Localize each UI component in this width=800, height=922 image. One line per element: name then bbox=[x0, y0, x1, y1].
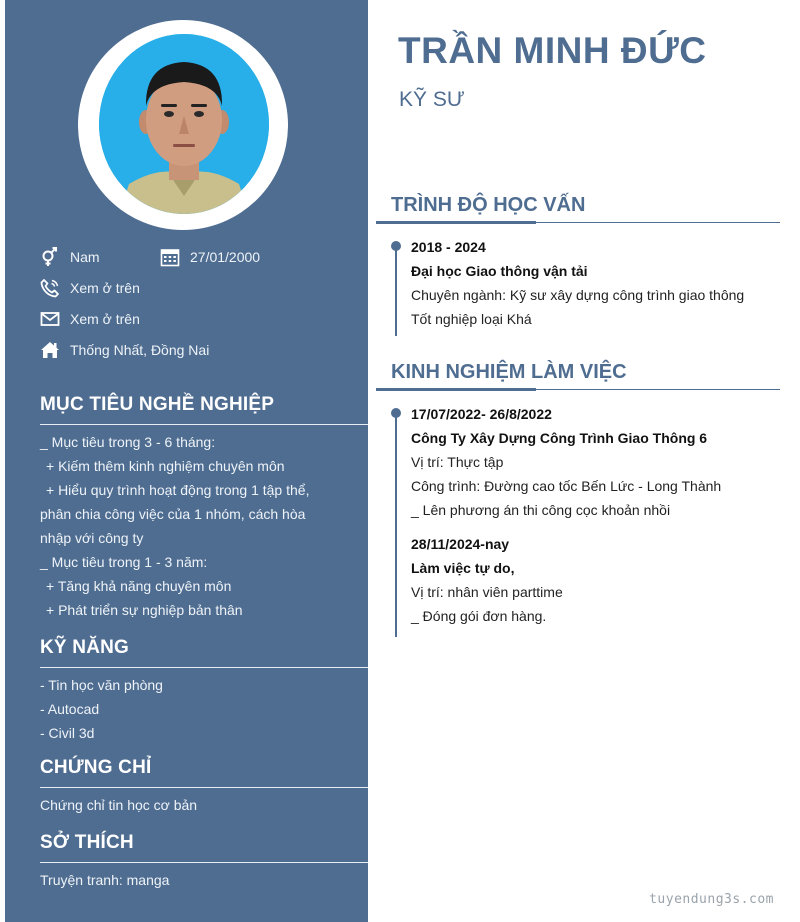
job-detail: Vị trí: nhân viên parttime bbox=[411, 584, 563, 600]
gender-info bbox=[39, 246, 100, 268]
experience-heading-text: KINH NGHIỆM LÀM VIỆC bbox=[391, 361, 627, 383]
watermark: tuyendung3s.com bbox=[649, 892, 774, 907]
job-company: Công Ty Xây Dựng Công Trình Giao Thông 6 bbox=[411, 430, 708, 446]
address-info bbox=[39, 339, 209, 361]
timeline-dot bbox=[391, 241, 401, 251]
education-timeline bbox=[395, 244, 397, 336]
phone-info bbox=[39, 277, 140, 299]
calendar-icon bbox=[159, 246, 181, 268]
sidebar bbox=[5, 0, 368, 922]
heading-accent-bar bbox=[376, 388, 536, 391]
avatar bbox=[99, 34, 269, 214]
heading-accent-bar bbox=[376, 221, 536, 224]
phone-icon bbox=[39, 277, 61, 299]
email-text: Xem ở trên bbox=[70, 311, 140, 327]
address-text: Thống Nhất, Đồng Nai bbox=[70, 342, 210, 358]
gender-text: Nam bbox=[70, 249, 100, 265]
education-period: 2018 - 2024 bbox=[411, 239, 486, 255]
experience-heading bbox=[376, 361, 780, 390]
skill-item: - Tin học văn phòng bbox=[40, 677, 163, 693]
education-heading bbox=[376, 194, 780, 223]
email-info bbox=[39, 308, 140, 330]
education-result: Tốt nghiệp loại Khá bbox=[411, 311, 532, 327]
objective-heading: MỤC TIÊU NGHỀ NGHIỆP bbox=[40, 394, 368, 425]
skill-item: - Autocad bbox=[40, 701, 100, 717]
certificates-heading: CHỨNG CHỈ bbox=[40, 757, 368, 788]
education-heading-text: TRÌNH ĐỘ HỌC VẤN bbox=[391, 194, 586, 216]
gender-icon bbox=[39, 246, 61, 268]
objective-line: + Phát triển sự nghiệp bản thân bbox=[46, 602, 243, 618]
timeline-dot bbox=[391, 408, 401, 418]
objective-line: + Kiếm thêm kinh nghiệm chuyên môn bbox=[46, 458, 285, 474]
job-detail: _ Lên phương án thi công cọc khoản nhồi bbox=[411, 502, 671, 518]
objective-line: _ Mục tiêu trong 3 - 6 tháng: bbox=[40, 434, 216, 450]
job-company: Làm việc tự do, bbox=[411, 560, 515, 576]
phone-text: Xem ở trên bbox=[70, 280, 140, 296]
objective-line: nhập với công ty bbox=[40, 530, 144, 546]
candidate-title: KỸ SƯ bbox=[399, 88, 465, 111]
objective-line: phân chia công việc của 1 nhóm, cách hòa bbox=[40, 506, 306, 522]
avatar-frame bbox=[78, 20, 288, 230]
objective-line: + Tăng khả năng chuyên môn bbox=[46, 578, 232, 594]
job-period: 28/11/2024-nay bbox=[411, 536, 510, 552]
job-detail: Công trình: Đường cao tốc Bến Lức - Long Thành bbox=[411, 478, 722, 494]
hobbies-heading: SỞ THÍCH bbox=[40, 832, 368, 863]
portrait-photo bbox=[99, 34, 269, 214]
mail-icon bbox=[39, 308, 61, 330]
job-detail: Vị trí: Thực tập bbox=[411, 454, 504, 470]
candidate-name: TRẦN MINH ĐỨC bbox=[398, 30, 707, 71]
birthdate-text: 27/01/2000 bbox=[190, 249, 261, 265]
experience-timeline bbox=[395, 411, 397, 637]
education-school: Đại học Giao thông vận tải bbox=[411, 263, 588, 279]
hobby-item: Truyện tranh: manga bbox=[40, 872, 170, 888]
home-icon bbox=[39, 339, 61, 361]
education-major: Chuyên ngành: Kỹ sư xây dựng công trình giao thông bbox=[411, 287, 745, 303]
objective-line: _ Mục tiêu trong 1 - 3 năm: bbox=[40, 554, 208, 570]
skills-heading: KỸ NĂNG bbox=[40, 637, 368, 668]
objective-line: + Hiểu quy trình hoạt động trong 1 tập thể, bbox=[46, 482, 310, 498]
certificate-item: Chứng chỉ tin học cơ bản bbox=[40, 797, 198, 813]
job-detail: _ Đóng gói đơn hàng. bbox=[411, 608, 547, 624]
skill-item: - Civil 3d bbox=[40, 725, 95, 741]
job-period: 17/07/2022- 26/8/2022 bbox=[411, 406, 552, 422]
birthdate-info bbox=[159, 246, 260, 268]
